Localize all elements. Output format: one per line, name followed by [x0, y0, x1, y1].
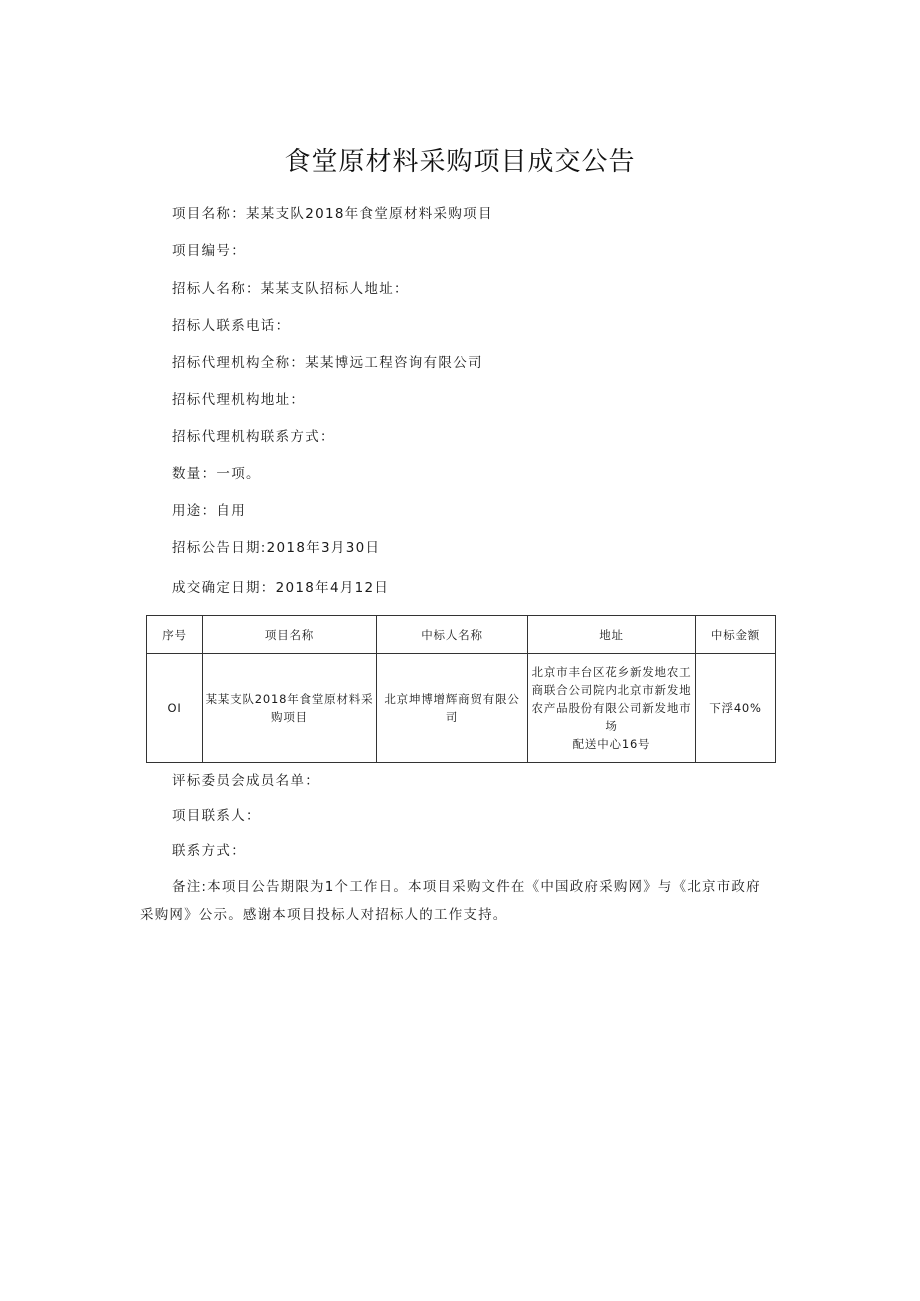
result-table: [146, 615, 776, 763]
header-amount: 中标金额: [696, 616, 776, 654]
note-paragraph: 备注:本项目公告期限为1个工作日。本项目采购文件在《中国政府采购网》与《北京市政府采购网》公示。感谢本项目投标人对招标人的工作支持。: [140, 879, 761, 923]
contact-person: 项目联系人：: [172, 808, 261, 824]
header-index: 序号: [147, 616, 203, 654]
project-name: 项目名称：某某支队2018年食堂原材料采购项目: [172, 206, 493, 222]
cell-project: 某某支队2018年食堂原材料采购项目: [203, 654, 377, 763]
table-header-row: [147, 616, 776, 654]
cell-index: OI: [147, 654, 203, 763]
contact-method: 联系方式：: [172, 843, 246, 859]
agency-name: 招标代理机构全称：某某博远工程咨询有限公司: [172, 355, 483, 371]
announce-date: 招标公告日期:2018年3月30日: [172, 540, 381, 556]
header-address: 地址: [528, 616, 696, 654]
cell-address-line1: 北京市丰台区花乡新发地农工商联合公司院内北京市新发地农产品股份有限公司新发地市场: [531, 665, 692, 733]
tenderer-name: 招标人名称：某某支队招标人地址：: [172, 281, 409, 297]
quantity: 数量：一项。: [172, 466, 261, 482]
cell-amount: 下浮40%: [696, 654, 776, 763]
deal-date: 成交确定日期：2018年4月12日: [172, 580, 390, 596]
project-number: 项目编号：: [172, 243, 246, 259]
usage: 用途：自用: [172, 503, 246, 519]
tenderer-phone: 招标人联系电话：: [172, 318, 291, 334]
page-title: 食堂原材料采购项目成交公告: [284, 147, 636, 177]
agency-address: 招标代理机构地址：: [172, 392, 306, 408]
agency-contact: 招标代理机构联系方式：: [172, 429, 335, 445]
header-winner: 中标人名称: [377, 616, 528, 654]
table-row: [147, 654, 776, 763]
committee-list: 评标委员会成员名单：: [172, 773, 320, 789]
cell-winner: 北京坤博增辉商贸有限公司: [377, 654, 528, 763]
header-project: 项目名称: [203, 616, 377, 654]
cell-address: [528, 654, 696, 763]
cell-address-line2: 配送中心16号: [572, 737, 651, 751]
